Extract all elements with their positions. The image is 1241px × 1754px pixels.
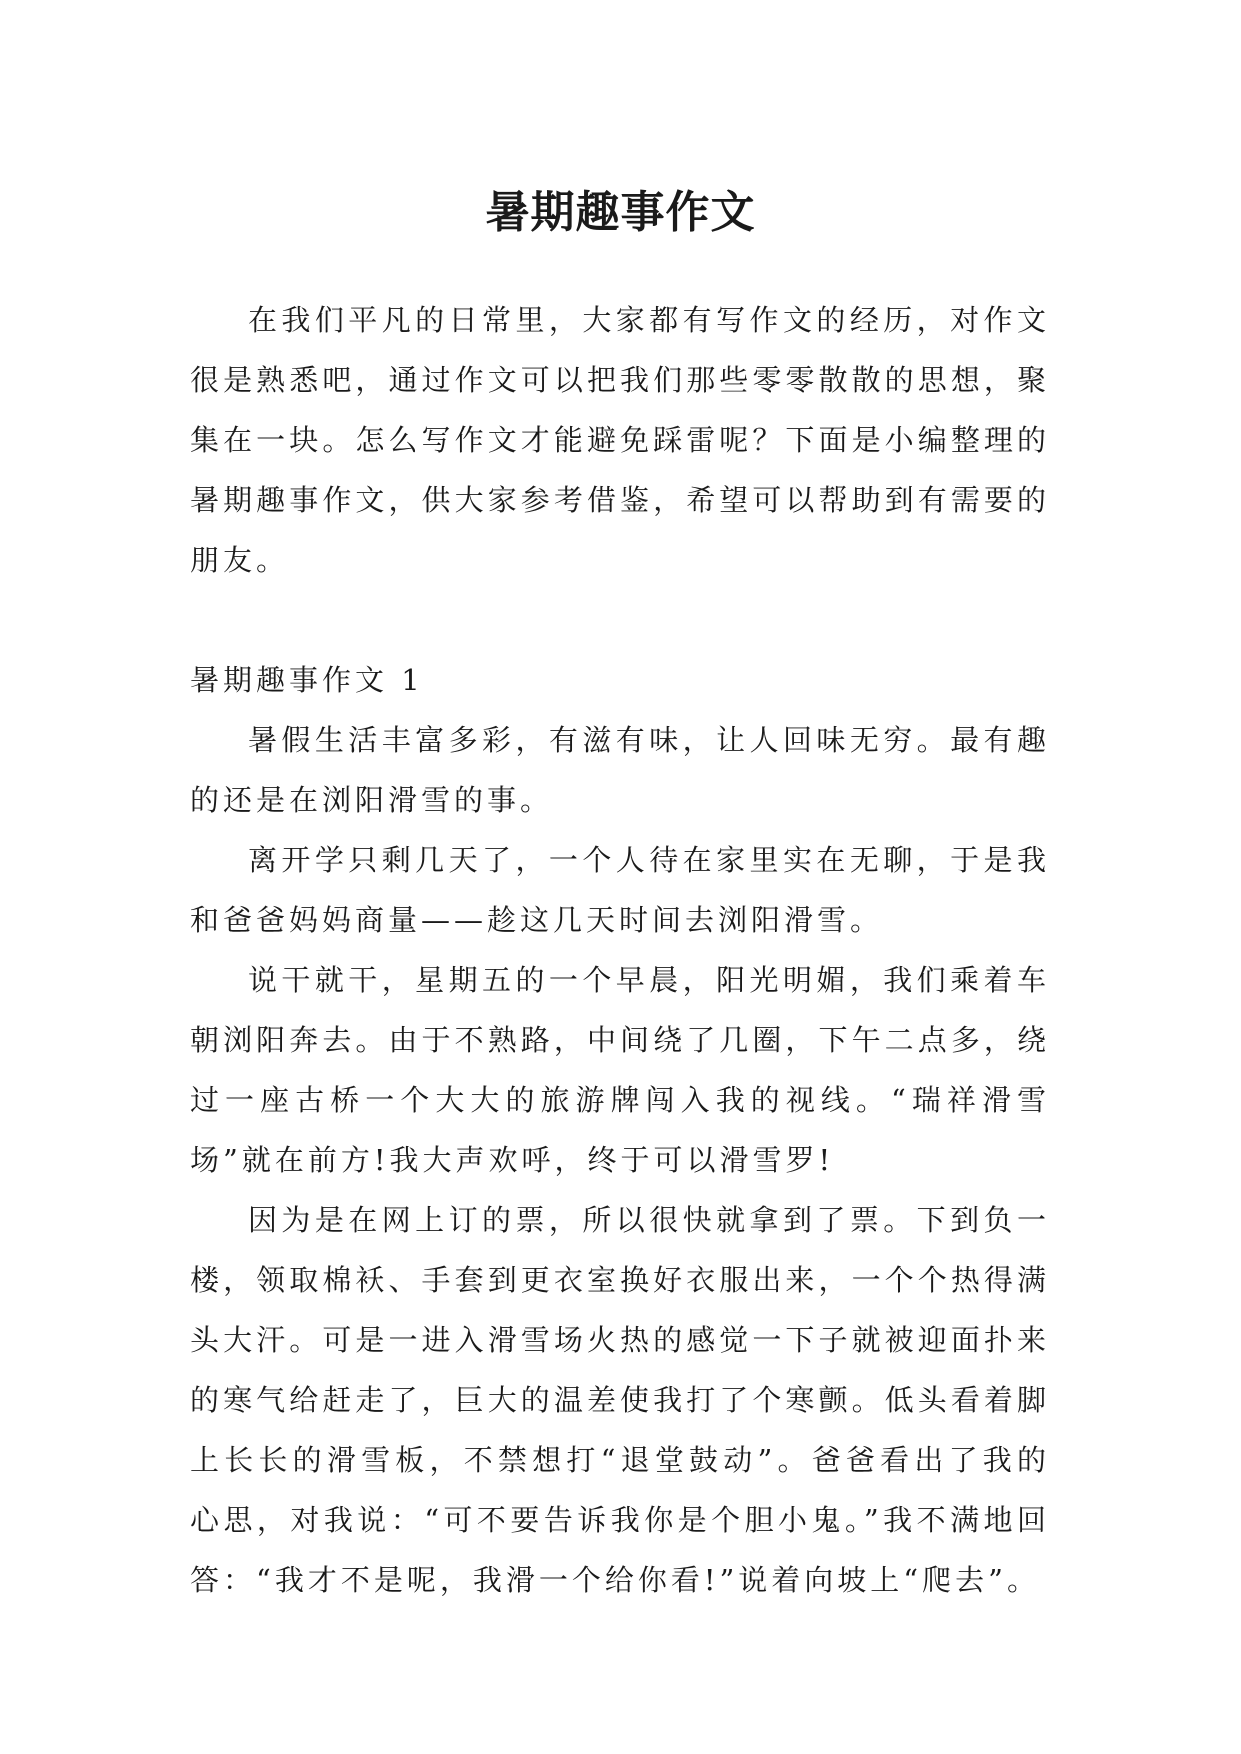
intro-paragraph: 在我们平凡的日常里，大家都有写作文的经历，对作文很是熟悉吧，通过作文可以把我们那些零零散散的思想，聚集在一块。怎么写作文才能避免踩雷呢？下面是小编整理的暑期趣事作文，供大家参考借鉴，希望可以帮助到有需要的朋友。 xyxy=(190,303,1050,577)
document-body xyxy=(190,290,1050,1610)
body-paragraph: 暑假生活丰富多彩，有滋有味，让人回味无穷。最有趣的还是在浏阳滑雪的事。 xyxy=(190,723,1050,817)
section-heading: 暑期趣事作文 1 xyxy=(190,663,424,697)
document-title: 暑期趣事作文 xyxy=(485,187,756,239)
body-paragraph: 离开学只剩几天了，一个人待在家里实在无聊，于是我和爸爸妈妈商量——趁这几天时间去浏阳滑雪。 xyxy=(190,843,1050,937)
body-paragraph: 因为是在网上订的票，所以很快就拿到了票。下到负一楼，领取棉袄、手套到更衣室换好衣服出来，一个个热得满头大汗。可是一进入滑雪场火热的感觉一下子就被迎面扑来的寒气给赶走了，巨大的温差使我打了个寒颤。低头看着脚上长长的滑雪板，不禁想打“退堂鼓动”。爸爸看出了我的心思，对我说：“可不要告诉我你是个胆小鬼。”我不满地回答：“我才不是呢，我滑一个给你看!”说着向坡上“爬去”。 xyxy=(190,1203,1050,1597)
body-paragraph: 说干就干，星期五的一个早晨，阳光明媚，我们乘着车朝浏阳奔去。由于不熟路，中间绕了几圈，下午二点多，绕过一座古桥一个大大的旅游牌闯入我的视线。“瑞祥滑雪场”就在前方!我大声欢呼，终于可以滑雪罗! xyxy=(190,963,1050,1177)
